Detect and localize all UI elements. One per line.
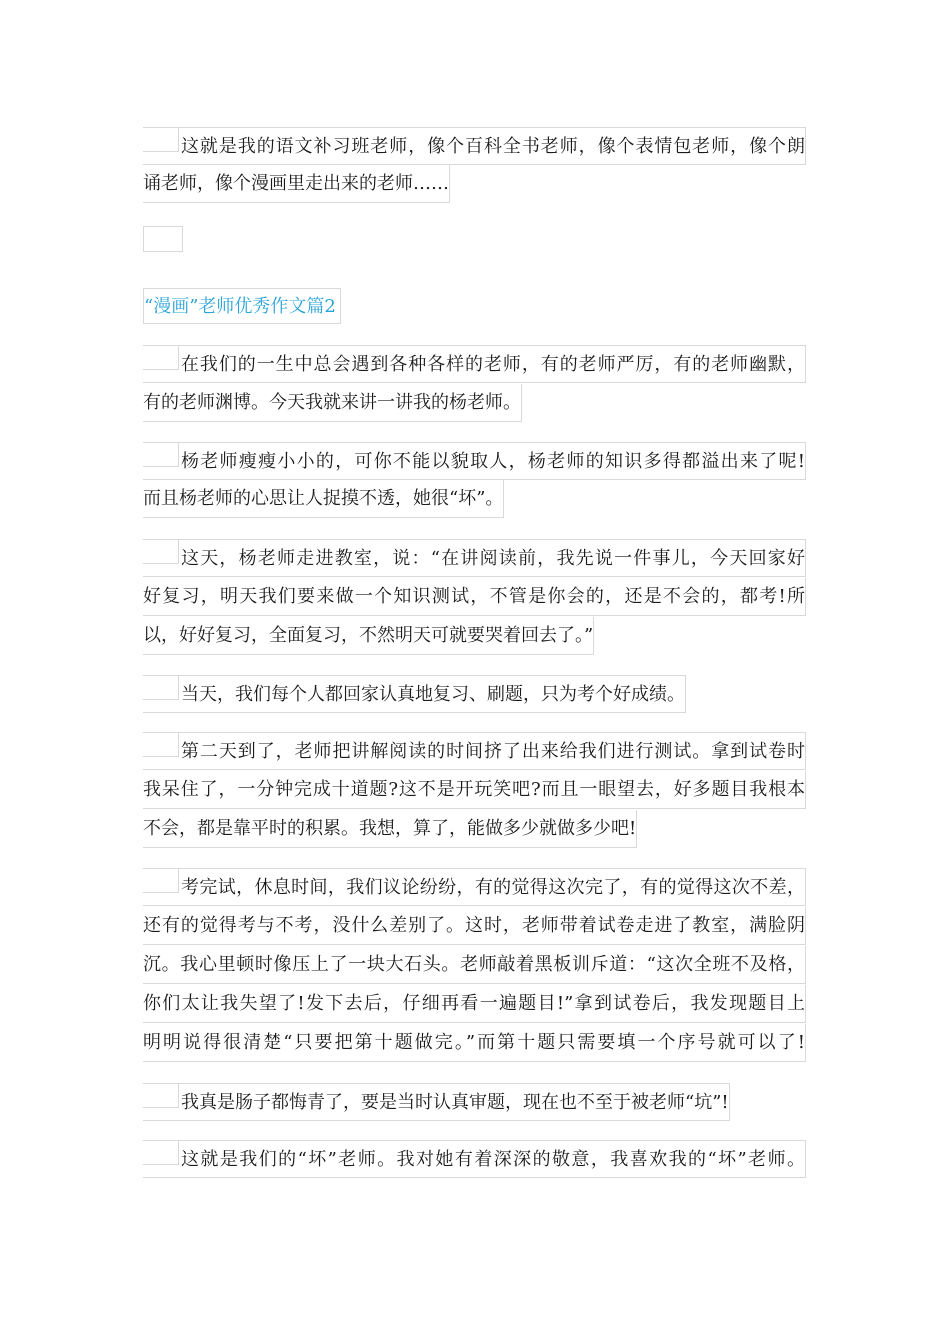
- text-line: 不会，都是靠平时的积累。我想，算了，能做多少就做多少吧!: [143, 810, 637, 848]
- text-line: 好复习，明天我们要来做一个知识测试，不管是你会的，还是不会的，都考!所: [143, 578, 806, 616]
- text-line: 而且杨老师的心思让人捉摸不透，她很“坏”。: [143, 480, 504, 518]
- text-line: 第二天到了，老师把讲解阅读的时间挤了出来给我们进行测试。拿到试卷时: [143, 732, 806, 770]
- text-line: 这就是我的语文补习班老师，像个百科全书老师，像个表情包老师，像个朗: [143, 127, 806, 165]
- text-line: 沉。我心里顿时像压上了一块大石头。老师敲着黑板训斥道：“这次全班不及格，: [143, 946, 806, 984]
- text-line: 我呆住了，一分钟完成十道题?这不是开玩笑吧?而且一眼望去，好多题目我根本: [143, 771, 806, 809]
- text-line: 诵老师，像个漫画里走出来的老师……: [143, 165, 450, 203]
- text-line: 明明说得很清楚“只要把第十题做完。”而第十题只需要填一个序号就可以了!: [143, 1024, 806, 1062]
- section-heading: “漫画”老师优秀作文篇2: [143, 288, 341, 324]
- text-line: 还有的觉得考与不考，没什么差别了。这时，老师带着试卷走进了教室，满脸阴: [143, 907, 806, 945]
- empty-text-box: [143, 226, 183, 252]
- text-line: 在我们的一生中总会遇到各种各样的老师，有的老师严厉，有的老师幽默，: [143, 345, 806, 383]
- text-line: 这天，杨老师走进教室，说：“在讲阅读前，我先说一件事儿，今天回家好: [143, 539, 806, 577]
- text-line: 你们太让我失望了!发下去后，仔细再看一遍题目!”拿到试卷后，我发现题目上: [143, 985, 806, 1023]
- text-line: 考完试，休息时间，我们议论纷纷，有的觉得这次完了，有的觉得这次不差，: [143, 868, 806, 906]
- text-line: 当天，我们每个人都回家认真地复习、刷题，只为考个好成绩。: [143, 675, 686, 713]
- text-line: 这就是我们的“坏”老师。我对她有着深深的敬意，我喜欢我的“坏”老师。: [143, 1140, 806, 1178]
- text-line: 我真是肠子都悔青了，要是当时认真审题，现在也不至于被老师“坑”!: [143, 1083, 730, 1121]
- text-line: 以，好好复习，全面复习，不然明天可就要哭着回去了。”: [143, 617, 594, 655]
- text-line: 有的老师渊博。今天我就来讲一讲我的杨老师。: [143, 384, 522, 422]
- text-line: 杨老师瘦瘦小小的，可你不能以貌取人，杨老师的知识多得都溢出来了呢!: [143, 442, 806, 480]
